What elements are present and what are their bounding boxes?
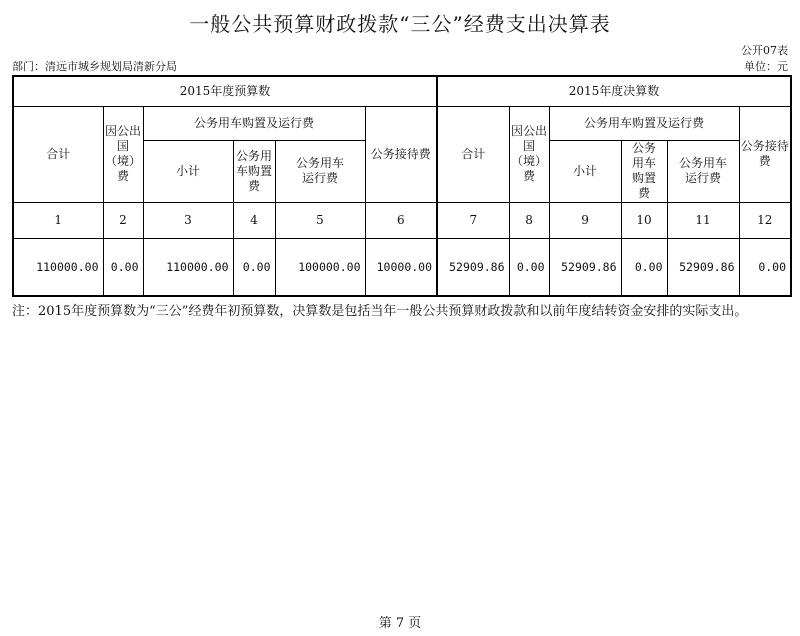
budget-total-header: 合计 bbox=[13, 106, 103, 202]
actual-vehicle-group-header: 公务用车购置及运行费 bbox=[549, 106, 739, 140]
unit-label: 单位：元 bbox=[744, 60, 788, 73]
value-cell: 100000.00 bbox=[275, 238, 365, 296]
value-cell: 0.00 bbox=[103, 238, 143, 296]
col-number: 11 bbox=[667, 202, 739, 238]
value-cell: 0.00 bbox=[509, 238, 549, 296]
footnote: 注：2015年度预算数为“三公”经费年初预算数，决算数是包括当年一般公共预算财政拨款和以前年度结转资金安排的实际支出。 bbox=[12, 304, 748, 319]
col-number: 2 bbox=[103, 202, 143, 238]
actual-vehicle-purchase-header: 公务用车购置费 bbox=[621, 140, 667, 202]
value-cell: 0.00 bbox=[233, 238, 275, 296]
col-number: 3 bbox=[143, 202, 233, 238]
actual-vehicle-operation-header: 公务用车运行费 bbox=[667, 140, 739, 202]
value-cell: 52909.86 bbox=[667, 238, 739, 296]
col-number: 4 bbox=[233, 202, 275, 238]
value-cell: 110000.00 bbox=[143, 238, 233, 296]
actual-total-header: 合计 bbox=[437, 106, 509, 202]
value-cell: 52909.86 bbox=[437, 238, 509, 296]
col-number: 5 bbox=[275, 202, 365, 238]
page-number: 第 7 页 bbox=[378, 616, 422, 631]
value-cell: 10000.00 bbox=[365, 238, 437, 296]
value-cell: 110000.00 bbox=[13, 238, 103, 296]
actual-group-header: 2015年度决算数 bbox=[437, 76, 791, 106]
budget-abroad-header: 因公出国（境）费 bbox=[103, 106, 143, 202]
value-cell: 0.00 bbox=[621, 238, 667, 296]
budget-reception-header: 公务接待费 bbox=[365, 106, 437, 202]
actual-subtotal-header: 小计 bbox=[549, 140, 621, 202]
col-number: 1 bbox=[13, 202, 103, 238]
col-number: 8 bbox=[509, 202, 549, 238]
value-cell: 52909.86 bbox=[549, 238, 621, 296]
budget-vehicle-group-header: 公务用车购置及运行费 bbox=[143, 106, 365, 140]
col-number: 6 bbox=[365, 202, 437, 238]
budget-subtotal-header: 小计 bbox=[143, 140, 233, 202]
actual-abroad-header: 因公出国（境）费 bbox=[509, 106, 549, 202]
value-cell: 0.00 bbox=[739, 238, 791, 296]
department-label: 部门：清远市城乡规划局清新分局 bbox=[12, 60, 177, 73]
budget-vehicle-operation-header: 公务用车运行费 bbox=[275, 140, 365, 202]
expense-table bbox=[12, 75, 792, 297]
col-number: 9 bbox=[549, 202, 621, 238]
budget-vehicle-purchase-header: 公务用车购置费 bbox=[233, 140, 275, 202]
document-title: 一般公共预算财政拨款“三公”经费支出决算表 bbox=[189, 12, 611, 36]
col-number: 12 bbox=[739, 202, 791, 238]
col-number: 7 bbox=[437, 202, 509, 238]
budget-group-header: 2015年度预算数 bbox=[13, 76, 437, 106]
actual-reception-header: 公务接待费 bbox=[739, 106, 791, 202]
col-number: 10 bbox=[621, 202, 667, 238]
form-code: 公开07表 bbox=[741, 44, 788, 57]
